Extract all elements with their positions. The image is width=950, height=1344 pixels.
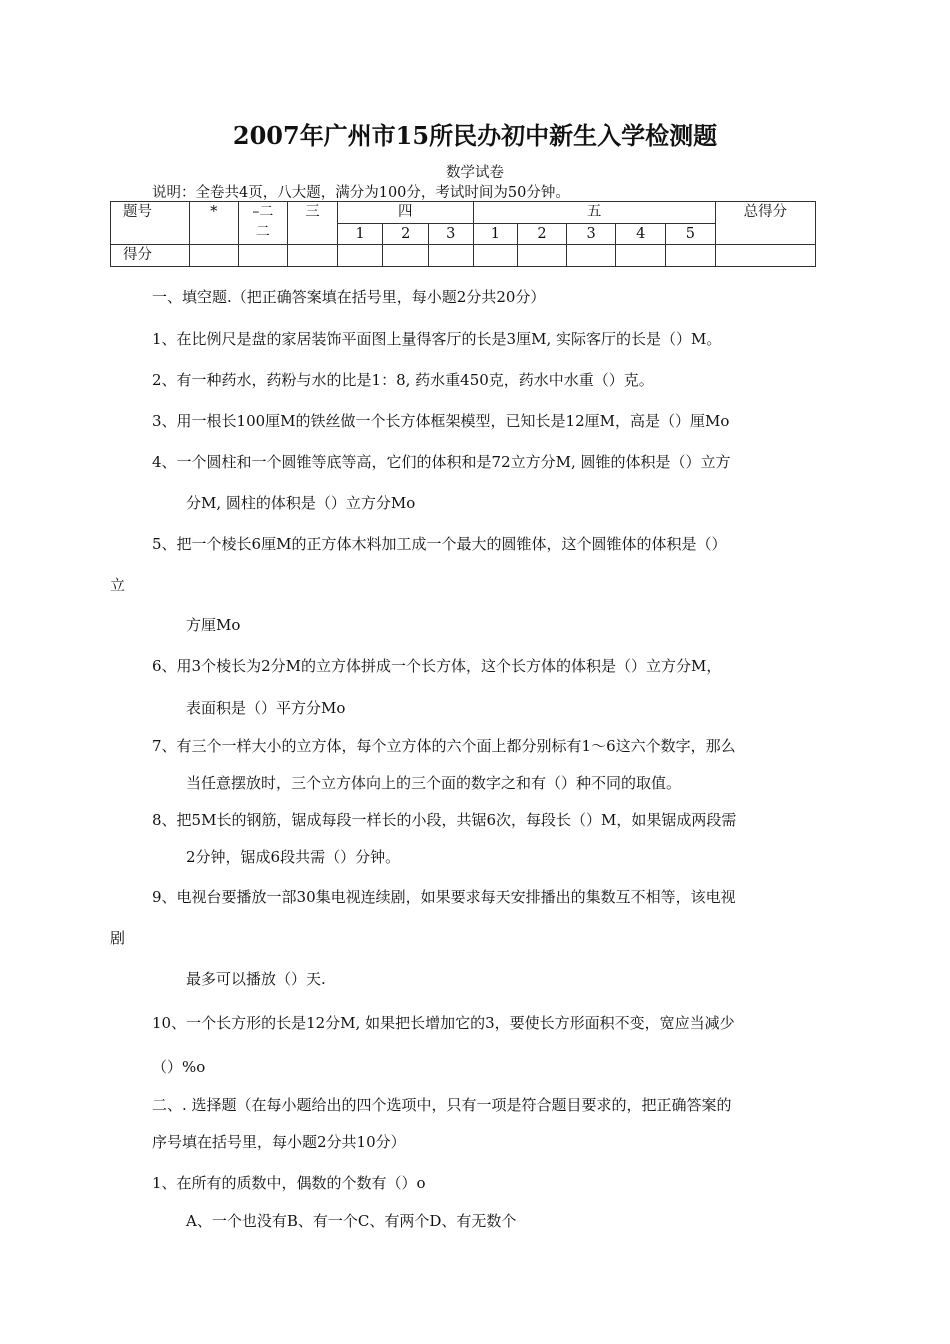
page-title: 2007年广州市15所民办初中新生入学检测题: [232, 121, 718, 150]
question-text: 8、把5M长的钢筋，锯成每段一样长的小段，共锯6次，每段长（）M，如果锯成两段需: [152, 811, 737, 829]
question-text: 10、一个长方形的长是12分M, 如果把长增加它的3，要使长方形面积不变，宽应当减少: [152, 1014, 735, 1032]
question-text-continued: 最多可以播放（）天.: [186, 970, 326, 988]
question-text-continued: 表面积是（）平方分Mo: [186, 699, 346, 717]
header-section-2: [238, 202, 288, 245]
question-text: 3、用一根长100厘M的铁丝做一个长方体框架模型，已知长是12厘M，高是（）厘Mo: [152, 412, 730, 430]
question-text-continued: （）%o: [152, 1058, 206, 1076]
score-cell: [190, 245, 239, 267]
score-cell: [666, 245, 716, 267]
question-text-continued: 2分钟，锯成6段共需（）分钟。: [186, 848, 401, 866]
score-cell: [616, 245, 666, 267]
header-section-2-line2: 二: [255, 224, 270, 240]
question-text: 1、在所有的质数中，偶数的个数有（）o: [152, 1174, 426, 1192]
question-text-continued: 当任意摆放时，三个立方体向上的三个面的数字之和有（）种不同的取值。: [186, 774, 682, 792]
subheader-cell: 2: [383, 224, 429, 245]
header-section-2-line1: –二: [252, 204, 274, 220]
section-1-heading: 一、填空题.（把正确答案填在括号里，每小题2分共20分）: [152, 288, 546, 306]
score-cell: [288, 245, 338, 267]
score-cell: [383, 245, 429, 267]
question-text: 7、有三个一样大小的立方体，每个立方体的六个面上都分别标有1〜6这六个数字，那么: [152, 737, 736, 755]
section-2-heading-continued: 序号填在括号里，每小题2分共10分）: [152, 1133, 406, 1151]
question-text: 9、电视台要播放一部30集电视连续剧，如果要求每天安排播出的集数互不相等，该电视: [152, 888, 736, 906]
header-section-4: 四: [337, 202, 473, 224]
subheader-cell: 5: [666, 224, 716, 245]
score-cell: [566, 245, 616, 267]
score-cell: [337, 245, 383, 267]
header-question-number: 题号: [111, 202, 190, 245]
page-subtitle: 数学试卷: [446, 165, 504, 181]
score-cell: [518, 245, 567, 267]
header-total-score: 总得分: [715, 202, 815, 245]
header-section-1: *: [190, 202, 239, 245]
subheader-cell: 1: [473, 224, 518, 245]
question-text-continued: 方厘Mo: [186, 616, 241, 634]
score-cell: [238, 245, 288, 267]
question-text: 6、用3个棱长为2分M的立方体拼成一个长方体，这个长方体的体积是（）立方分M，: [152, 657, 722, 675]
score-cell: [473, 245, 518, 267]
answer-options: A、一个也没有B、有一个C、有两个D、有无数个: [186, 1212, 517, 1230]
question-text-continued: 分M, 圆柱的体积是（）立方分Mo: [186, 494, 416, 512]
subheader-cell: 3: [428, 224, 473, 245]
question-text: 4、一个圆柱和一个圆锥等底等高，它们的体积和是72立方分M, 圆锥的体积是（）立方: [152, 453, 731, 471]
header-section-3: 三: [288, 202, 338, 245]
question-text: 2、有一种药水，药粉与水的比是1：8, 药水重450克，药水中水重（）克。: [152, 371, 654, 389]
section-2-heading: 二、. 选择题（在每小题给出的四个选项中，只有一项是符合题目要求的，把正确答案的: [152, 1096, 732, 1114]
score-cell: [428, 245, 473, 267]
question-text: 5、把一个棱长6厘M的正方体木料加工成一个最大的圆锥体，这个圆锥体的体积是（）: [152, 535, 727, 553]
score-table: [110, 201, 816, 267]
question-text-continued: 立: [110, 576, 126, 594]
question-text-continued: 剧: [110, 929, 126, 947]
subheader-cell: 4: [616, 224, 666, 245]
header-section-5: 五: [473, 202, 715, 224]
subheader-cell: 3: [566, 224, 616, 245]
instructions-note: 说明：全卷共4页，八大题，满分为100分，考试时间为50分钟。: [152, 185, 570, 201]
score-cell: [715, 245, 815, 267]
score-row-label: 得分: [111, 245, 190, 267]
subheader-cell: 2: [518, 224, 567, 245]
subheader-cell: 1: [337, 224, 383, 245]
question-text: 1、在比例尺是盘的家居装饰平面图上量得客厅的长是3厘M, 实际客厅的长是（）M。: [152, 330, 722, 348]
